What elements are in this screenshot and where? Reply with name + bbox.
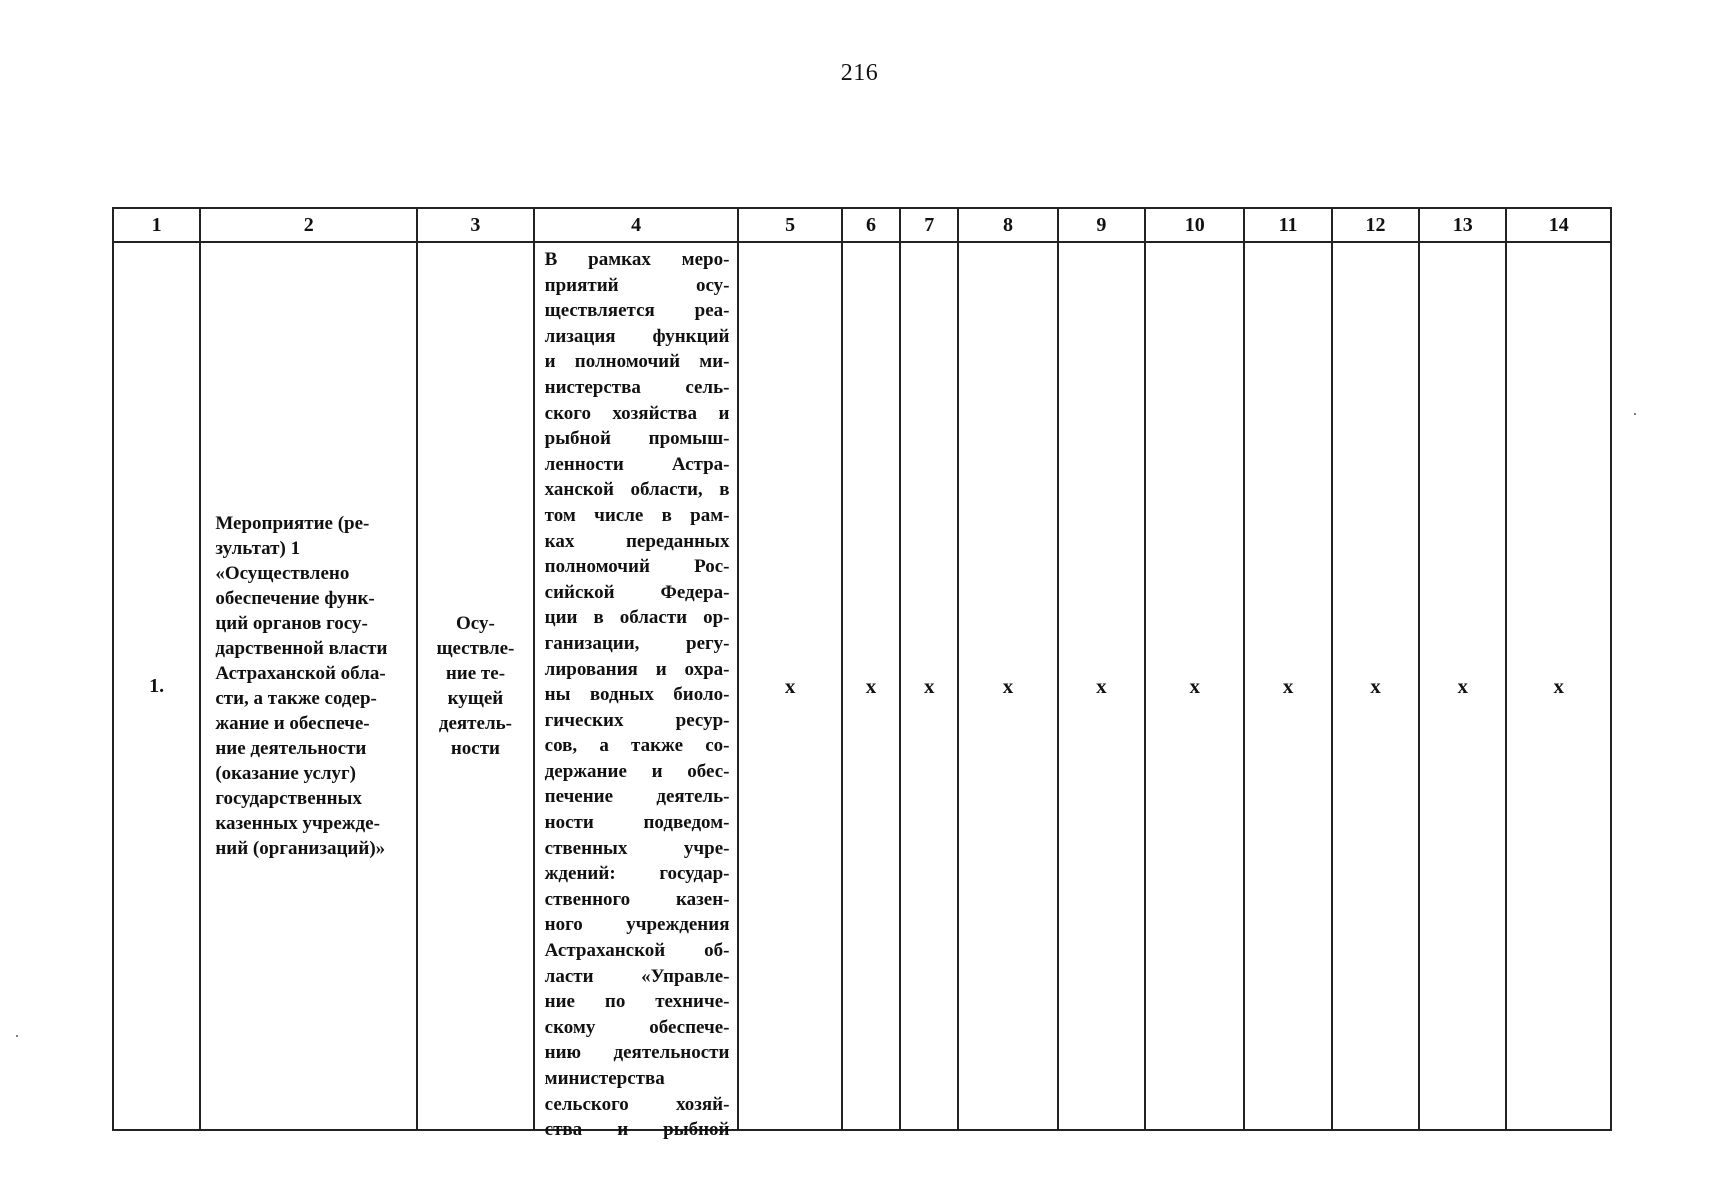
cell-col-8: [958, 242, 1057, 1130]
cell-col-10: [1145, 242, 1244, 1130]
column-header: 8: [958, 208, 1057, 242]
column-header: 11: [1244, 208, 1331, 242]
measure-line: зультат) 1: [215, 538, 301, 559]
description-line: ства и рыбной: [544, 1119, 730, 1141]
table-row: [113, 242, 1611, 1130]
x-mark: х: [784, 673, 796, 698]
description-line: рыбной промыш-: [544, 428, 730, 450]
description-line: ного учреждения: [544, 914, 730, 936]
description-line: ского хозяйства и: [544, 402, 730, 424]
description-line: лизация функций: [544, 325, 730, 347]
description-line: ласти «Управле-: [544, 965, 730, 987]
column-header: 13: [1419, 208, 1506, 242]
column-header: 12: [1332, 208, 1419, 242]
cell-col-12: [1332, 242, 1419, 1130]
description-line: ции в области ор-: [544, 607, 730, 629]
description-line: ственных учре-: [544, 837, 730, 859]
x-mark: х: [1370, 673, 1381, 698]
cell-col-14: [1506, 242, 1611, 1130]
description-line: ности подведом-: [544, 812, 730, 834]
measure-line: ние деятельности: [215, 738, 367, 759]
page-number: 216: [840, 60, 879, 86]
description-line: ханской области, в: [544, 479, 730, 501]
type-line: деятель-: [438, 713, 512, 734]
description-line: ленности Астра-: [544, 453, 730, 475]
description-line: ках переданных: [544, 530, 730, 552]
measure-line: сти, а также содер-: [215, 688, 377, 709]
measure-line: ций органов госу-: [215, 613, 368, 634]
column-header: 6: [842, 208, 900, 242]
description-line: гических ресур-: [544, 709, 730, 731]
column-header: 9: [1058, 208, 1145, 242]
description-line: полномочий Рос-: [544, 556, 730, 578]
x-mark: х: [1096, 673, 1107, 698]
x-mark: х: [1553, 673, 1564, 698]
column-header: 5: [738, 208, 841, 242]
description-cell: [534, 242, 739, 1141]
column-header: 4: [534, 208, 739, 242]
description-line: и полномочий ми-: [544, 351, 730, 373]
description-line: ние по техниче-: [544, 991, 730, 1013]
column-header: 10: [1145, 208, 1244, 242]
cell-col-6: [842, 242, 900, 1130]
description-line: ны водных биоло-: [544, 684, 730, 706]
measure-line: государственных: [215, 788, 362, 809]
description-line: лирования и охра-: [544, 658, 730, 680]
measure-line: жание и обеспече-: [215, 713, 370, 734]
measure-line: казенных учрежде-: [215, 813, 380, 834]
column-header: 2: [200, 208, 417, 242]
cell-col-11: [1244, 242, 1331, 1130]
header-row: [113, 208, 1611, 242]
cell-col-13: [1419, 242, 1506, 1130]
measure-line: Астраханской обла-: [215, 663, 386, 684]
type-line: кущей: [447, 688, 504, 709]
cell-col-9: [1058, 242, 1145, 1130]
description-line: ществляется реа-: [544, 300, 730, 322]
description-line: министерства: [544, 1068, 665, 1089]
column-header: 7: [900, 208, 958, 242]
description-line: ственного казен-: [544, 888, 730, 910]
description-line: сийской Федера-: [544, 581, 730, 603]
cell-col-7: [900, 242, 958, 1130]
measure-line: обеспечение функ-: [215, 588, 375, 609]
description-line: приятий осу-: [544, 274, 730, 296]
measure-text: [201, 511, 416, 861]
column-header: 1: [113, 208, 200, 242]
measure-line: (оказание услуг): [215, 763, 357, 784]
type-line: ние те-: [445, 663, 506, 684]
x-mark: х: [1457, 673, 1469, 698]
measure-line: «Осуществлено: [215, 563, 350, 584]
type-line: ности: [450, 738, 501, 759]
description-line: сов, а также со-: [544, 735, 730, 757]
description-line: том числе в рам-: [544, 504, 730, 526]
description-line: Астраханской об-: [544, 940, 730, 962]
type-cell: [417, 242, 533, 1130]
row-number: 1.: [113, 242, 200, 1130]
measure-line: дарственной власти: [215, 638, 388, 659]
measure-line: Мероприятие (ре-: [215, 513, 370, 534]
type-text: [418, 611, 532, 761]
description-text: [535, 243, 738, 1141]
description-line: нию деятельности: [544, 1042, 730, 1064]
description-line: сельского хозяй-: [544, 1093, 730, 1115]
description-line: печение деятель-: [544, 786, 730, 808]
type-line: ществле-: [436, 638, 515, 659]
type-line: Осу-: [456, 613, 495, 634]
x-mark: х: [1189, 673, 1200, 698]
scan-speck: [16, 1035, 18, 1037]
cell-col-5: [738, 242, 841, 1130]
description-line: нистерства сель-: [544, 376, 730, 398]
data-table: [112, 207, 1612, 1141]
description-line: ганизации, регу-: [544, 632, 730, 654]
measure-cell: [200, 242, 417, 1130]
measure-line: ний (организаций)»: [215, 838, 386, 859]
scan-speck: [1634, 413, 1636, 415]
x-mark: х: [1282, 673, 1294, 698]
description-line: ждений: государ-: [544, 863, 730, 885]
x-mark: х: [865, 673, 877, 698]
description-line: держание и обес-: [544, 760, 730, 782]
description-line: В рамках меро-: [544, 249, 730, 270]
x-mark: х: [923, 673, 935, 698]
description-line: скому обеспече-: [544, 1016, 730, 1038]
column-header: 3: [417, 208, 533, 242]
column-header: 14: [1506, 208, 1611, 242]
x-mark: х: [1002, 673, 1014, 698]
